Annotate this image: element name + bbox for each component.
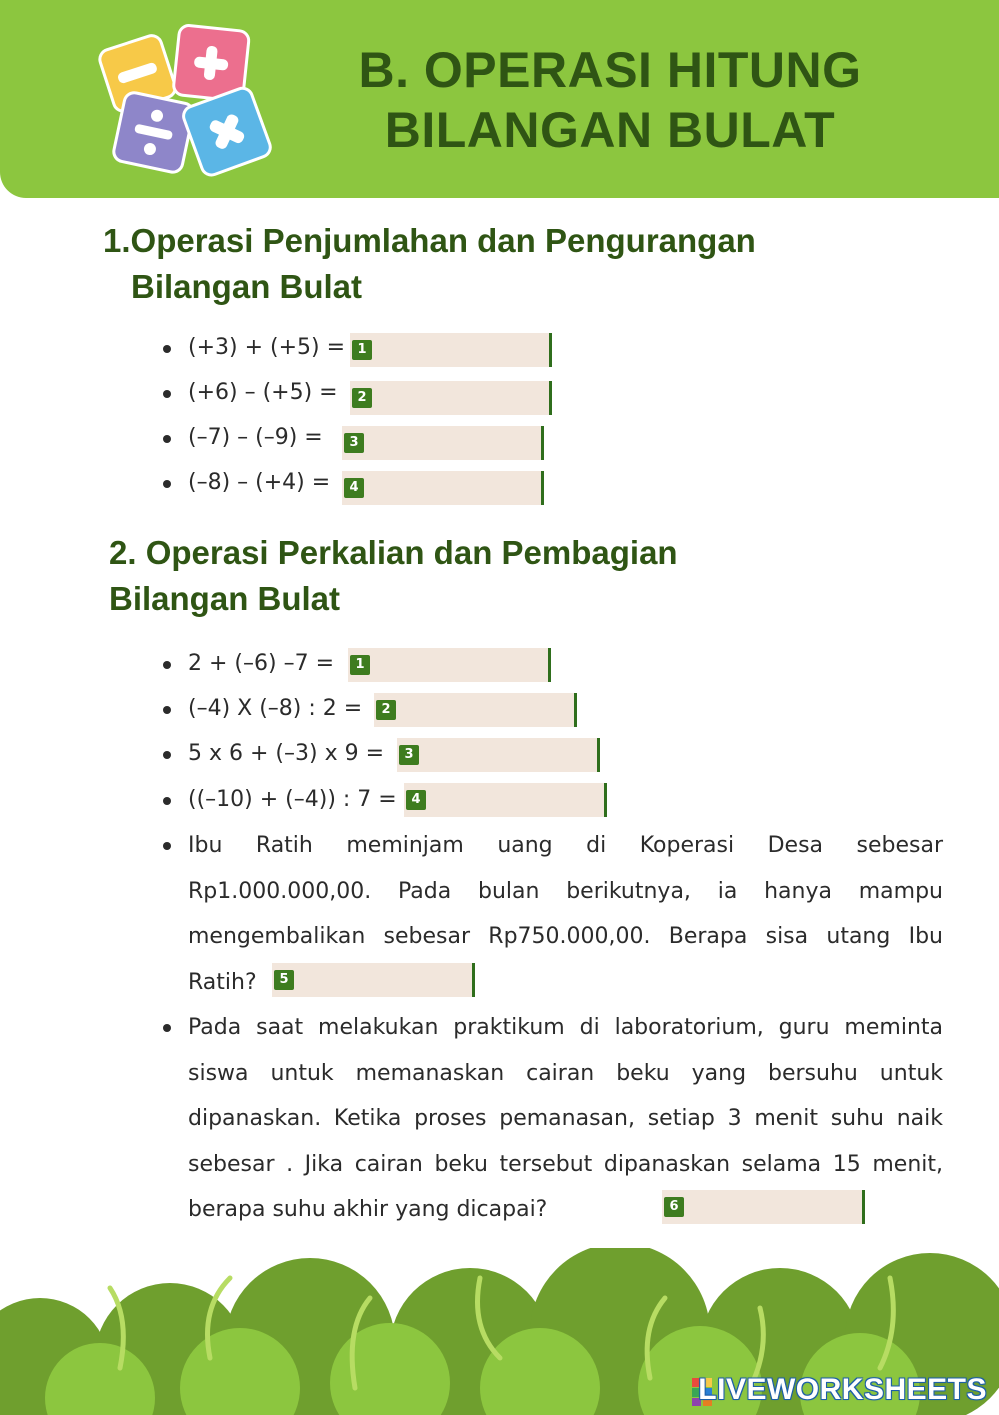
answer-number-badge: 3: [344, 433, 364, 453]
section2-title-line2: Bilangan Bulat: [109, 580, 341, 617]
bullet: [163, 1024, 171, 1032]
answer-number-badge: 1: [352, 340, 372, 360]
s2-item1-expression: 2 + (–6) –7 =: [188, 651, 334, 676]
bullet: [163, 390, 171, 398]
bullet: [163, 842, 171, 850]
s2-answer-input-3[interactable]: [397, 738, 600, 772]
answer-number-badge: 2: [352, 388, 372, 408]
section1-number: 1.: [103, 222, 131, 259]
story-problem-2-text: Pada saat melakukan praktikum di laboratorium, guru meminta siswa untuk memanaskan cairan beku yang bersuhu untuk dipanaskan. Ketika proses pemanasan, setiap 3 menit suhu naik sebesar . Jika cairan beku tersebut dipanaskan selama 15 menit, berapa suhu akhir yang dicapai?: [188, 1015, 943, 1222]
bullet: [163, 480, 171, 488]
answer-number-badge: 3: [399, 745, 419, 765]
s2-answer-input-1[interactable]: [348, 648, 551, 682]
page-title-line2: BILANGAN BULAT: [384, 102, 836, 158]
page-title-line1: B. OPERASI HITUNG: [358, 42, 862, 98]
s1-answer-input-1[interactable]: [350, 333, 552, 367]
s1-answer-input-3[interactable]: [342, 426, 544, 460]
s2-answer-input-5[interactable]: [272, 963, 475, 997]
s2-answer-input-4[interactable]: [404, 783, 607, 817]
bullet: [163, 751, 171, 759]
s1-item4-expression: (–8) – (+4) =: [188, 470, 331, 495]
bullet: [163, 706, 171, 714]
s2-answer-input-6[interactable]: [662, 1190, 865, 1224]
s1-answer-input-4[interactable]: [342, 471, 544, 505]
answer-number-badge: 6: [664, 1197, 684, 1217]
answer-number-badge: 4: [344, 478, 364, 498]
answer-number-badge: 5: [274, 970, 294, 990]
answer-number-badge: 4: [406, 790, 426, 810]
answer-number-badge: 1: [350, 655, 370, 675]
s1-item1-expression: (+3) + (+5) =: [188, 335, 346, 360]
section1-heading: [103, 218, 756, 263]
section1-title-line2: Bilangan Bulat: [131, 268, 363, 305]
s1-item3-expression: (–7) – (–9) =: [188, 425, 323, 450]
s1-item2-expression: (+6) – (+5) =: [188, 380, 338, 405]
bullet: [163, 435, 171, 443]
s2-item3-expression: 5 x 6 + (–3) x 9 =: [188, 741, 385, 766]
section1-title-line1: Operasi Penjumlahan dan Pengurangan: [130, 222, 756, 259]
s2-item4-expression: ((–10) + (–4)) : 7 =: [188, 787, 397, 812]
bullet: [163, 797, 171, 805]
math-symbols-logo: [96, 20, 272, 180]
divide-icon: [112, 91, 195, 174]
s1-answer-input-2[interactable]: [350, 381, 552, 415]
times-icon: [181, 86, 272, 178]
s2-answer-input-2[interactable]: [374, 693, 577, 727]
section2-title-line1: 2. Operasi Perkalian dan Pembagian: [109, 534, 678, 571]
story-problem-1-text: Ibu Ratih meminjam uang di Koperasi Desa sebesar Rp1.000.000,00. Pada bulan berikutnya, ia hanya mampu mengembalikan sebesar Rp750.000,00. Berapa sisa utang Ibu Ratih?: [188, 833, 943, 995]
bullet: [163, 345, 171, 353]
liveworksheets-brand: LIVEWORKSHEETS: [698, 1373, 987, 1406]
answer-number-badge: 2: [376, 700, 396, 720]
s2-item2-expression: (–4) X (–8) : 2 =: [188, 696, 363, 721]
bullet: [163, 661, 171, 669]
